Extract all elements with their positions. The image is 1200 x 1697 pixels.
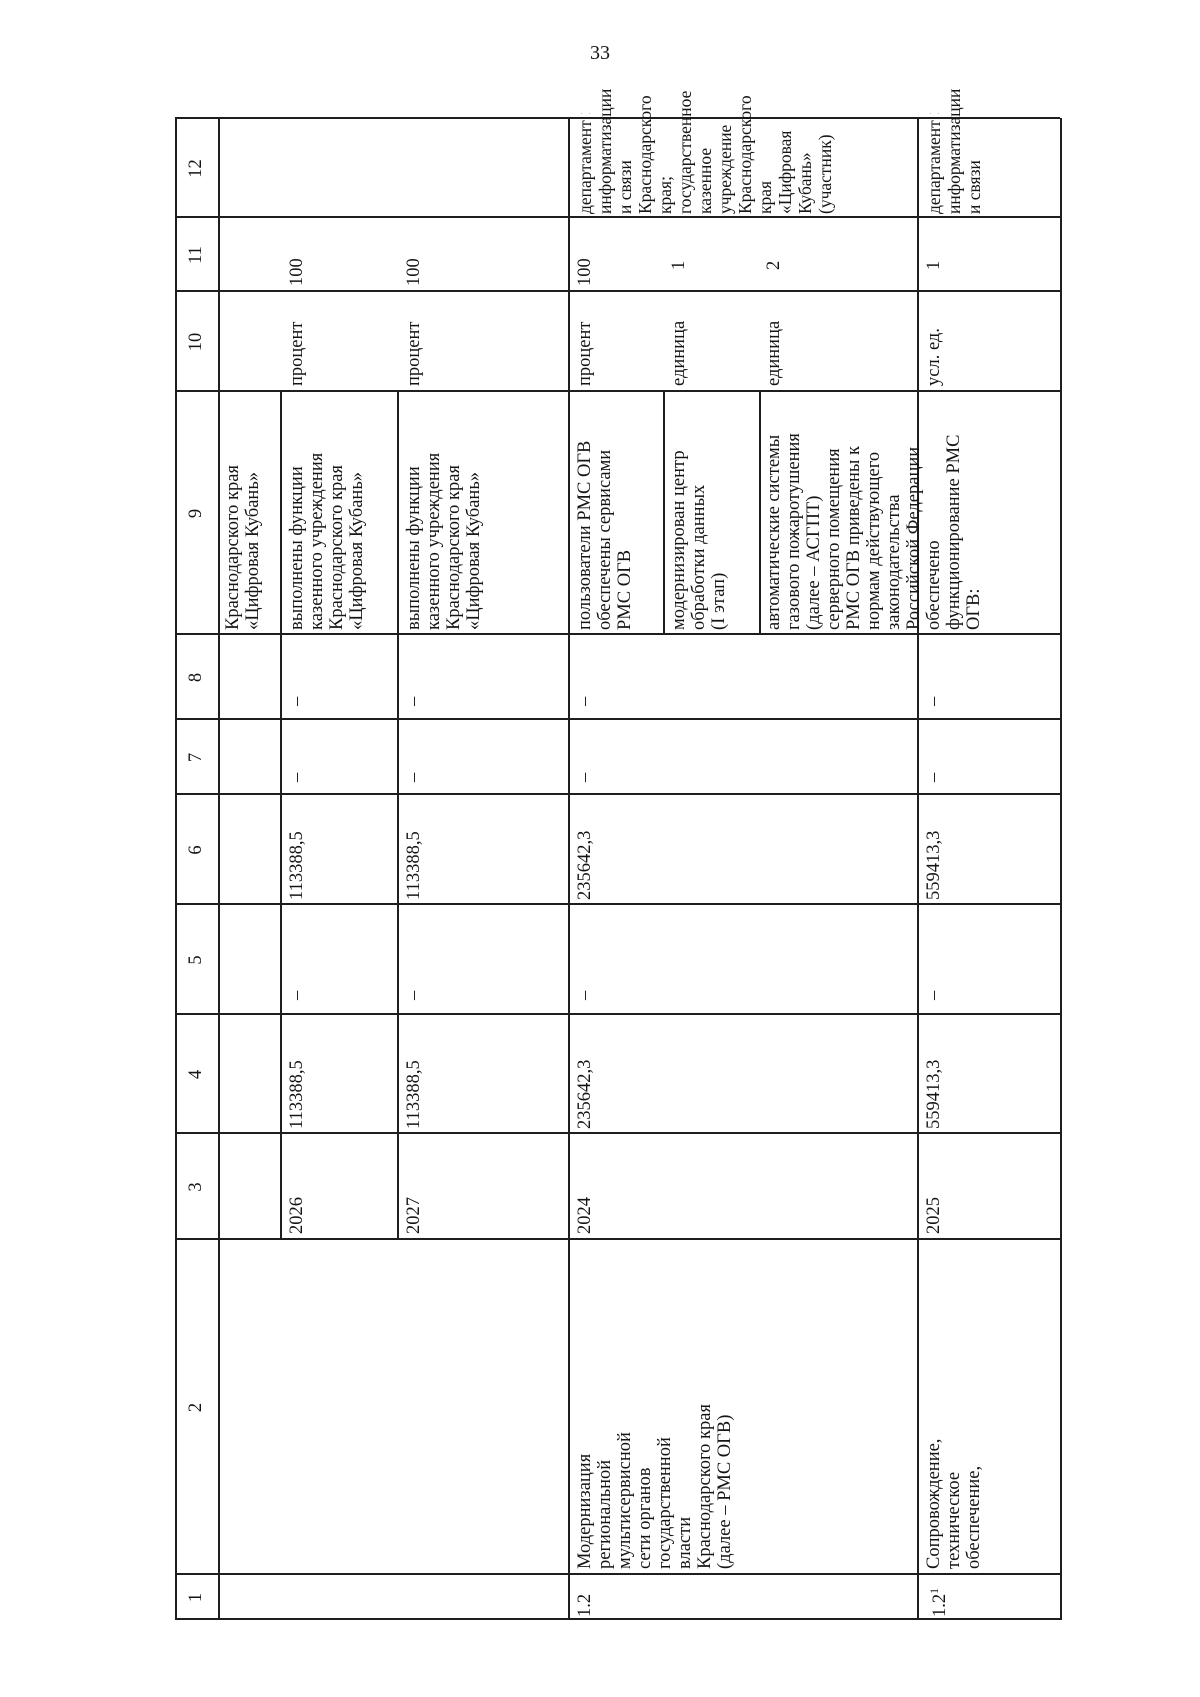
row-1-2-1-reference xyxy=(924,113,964,114)
block0-row1-c5: – xyxy=(287,990,307,1000)
row-1-2-c7: – xyxy=(575,772,595,782)
col-line-3 xyxy=(175,1133,1060,1135)
row-1-2-result3-c11: 2 xyxy=(764,260,784,270)
row-1-2-1-c11: 1 xyxy=(924,260,944,270)
row-1-2-c8: – xyxy=(575,696,595,706)
header-col-13 xyxy=(186,118,206,119)
row-1-2-c5: – xyxy=(575,990,595,1000)
row-1-2-c6: 235642,3 xyxy=(575,830,595,900)
block0-row2-c9: выполнены функции казенного учреждения Краснодарского края «Цифровая Кубань» xyxy=(404,452,484,630)
header-col-6: 6 xyxy=(186,845,206,855)
header-col-3: 3 xyxy=(186,1182,206,1192)
row-1-2-number: 1.2 xyxy=(575,1593,595,1617)
row-1-2-1-responsible: департамент информатизации и связи xyxy=(924,88,984,214)
block0-row1-c8: – xyxy=(287,696,307,706)
header-col-1: 1 xyxy=(186,1592,206,1603)
block0-row1-year: 2026 xyxy=(287,1197,307,1234)
col-line-11 xyxy=(175,217,1060,219)
rotated-table xyxy=(175,88,1060,1620)
col-line-9 xyxy=(175,391,1060,393)
header-col-7: 7 xyxy=(186,752,206,763)
col-line-5 xyxy=(175,904,1060,906)
block0-col9-top: Краснодарского края «Цифровая Кубань» xyxy=(223,465,263,630)
header-col-12: 12 xyxy=(186,159,206,178)
row-1-2-result3-c9: автоматические системы газового пожаротушения (далее – АСГПТ) серверного помещения РМС ОГВ приведены к нормам действующего законодательства Российской Федерации xyxy=(764,433,924,630)
header-col-2: 2 xyxy=(186,1402,206,1413)
col-line-8 xyxy=(175,634,1060,636)
header-col-4: 4 xyxy=(186,1069,206,1080)
row-1-2-result1-c11: 100 xyxy=(575,258,595,286)
subrow-line-b xyxy=(397,392,399,1240)
page-number: 33 xyxy=(590,42,610,64)
row-1-2-1-c8: – xyxy=(924,696,944,706)
row-1-2-1-name: Сопровождение, техническое обеспечение, xyxy=(924,1438,984,1569)
row-1-2-reference xyxy=(575,113,615,114)
row-1-2-1-c7: – xyxy=(924,772,944,782)
row-1-2-result1-c10: процент xyxy=(575,321,595,386)
block0-row2-c10: процент xyxy=(404,321,424,386)
row-1-2-year: 2024 xyxy=(575,1197,595,1234)
header-col-5: 5 xyxy=(186,955,206,965)
block0-row2-year: 2027 xyxy=(404,1197,424,1234)
row-1-2-result2-c10: единица xyxy=(669,320,689,386)
header-col-10: 10 xyxy=(186,332,206,352)
col-line-6 xyxy=(175,794,1060,796)
col-line-4 xyxy=(175,1014,1060,1016)
row-1-2-result2-c9: модернизирован центр обработки данных (I этап) xyxy=(669,450,729,630)
row-divider-1 xyxy=(568,118,570,1620)
row-1-2-1-year: 2025 xyxy=(924,1197,944,1234)
header-bottom-line xyxy=(218,118,220,1620)
table-border-top xyxy=(175,118,177,1620)
block0-row2-c6: 113388,5 xyxy=(404,831,424,900)
block0-row1-c9: выполнены функции казенного учреждения Краснодарского края «Цифровая Кубань» xyxy=(287,452,367,630)
row-1-2-result1-c9: пользователи РМС ОГВ обеспечены сервисами РМС ОГВ xyxy=(575,440,635,630)
row-1-2-result2-c11: 1 xyxy=(669,260,689,270)
row-1-2-name: Модернизация региональной мультисервисной сети органов государственной власти Краснодарского края (далее – РМС ОГВ) xyxy=(575,1404,735,1569)
table-border-bottom xyxy=(1060,118,1062,1620)
col-line-2 xyxy=(175,1239,1060,1241)
header-col-11: 11 xyxy=(186,246,206,264)
block0-row2-c11: 100 xyxy=(404,258,424,286)
row-1-2-1-c9: обеспечено функционирование РМС ОГВ: xyxy=(924,434,984,630)
row-1-2-1-number-sup: 1 xyxy=(927,1587,941,1594)
col-line-7 xyxy=(175,719,1060,721)
row-1-2-c4: 235642,3 xyxy=(575,1059,595,1129)
block0-row2-c7: – xyxy=(404,772,424,782)
subrow-line-a xyxy=(280,392,282,1240)
block0-row2-c8: – xyxy=(404,696,424,706)
row-1-2-result3-c10: единица xyxy=(764,320,784,386)
row-1-2-1-c5: – xyxy=(924,990,944,1000)
header-col-8: 8 xyxy=(186,672,206,683)
block0-row2-c4: 113388,5 xyxy=(404,1060,424,1129)
block0-row1-c7: – xyxy=(287,772,307,782)
block0-row2-c5: – xyxy=(404,990,424,1000)
block0-row1-c6: 113388,5 xyxy=(287,831,307,900)
block0-row1-c4: 113388,5 xyxy=(287,1060,307,1129)
block0-row1-c10: процент xyxy=(287,321,307,386)
row-1-2-1-c4: 559413,3 xyxy=(924,1059,944,1129)
row-1-2-1-number xyxy=(924,1575,950,1617)
col-line-10 xyxy=(175,291,1060,293)
table-border-left xyxy=(175,1619,1060,1621)
row-divider-2 xyxy=(917,118,919,1620)
row-1-2-1-c10: усл. ед. xyxy=(924,328,944,386)
row-1-2-1-c6: 559413,3 xyxy=(924,830,944,900)
row-1-2-1-number-text: 1.2 xyxy=(930,1593,951,1617)
header-col-9: 9 xyxy=(186,508,206,519)
row-1-2-responsible: департамент информатизации и связи Краснодарского края; государственное казенное учреждение Краснодарского края «Цифровая Кубань» (участник) xyxy=(575,88,835,214)
subrow-line-c xyxy=(663,392,665,635)
block0-row1-c11: 100 xyxy=(287,258,307,286)
subrow-line-d xyxy=(759,392,761,635)
